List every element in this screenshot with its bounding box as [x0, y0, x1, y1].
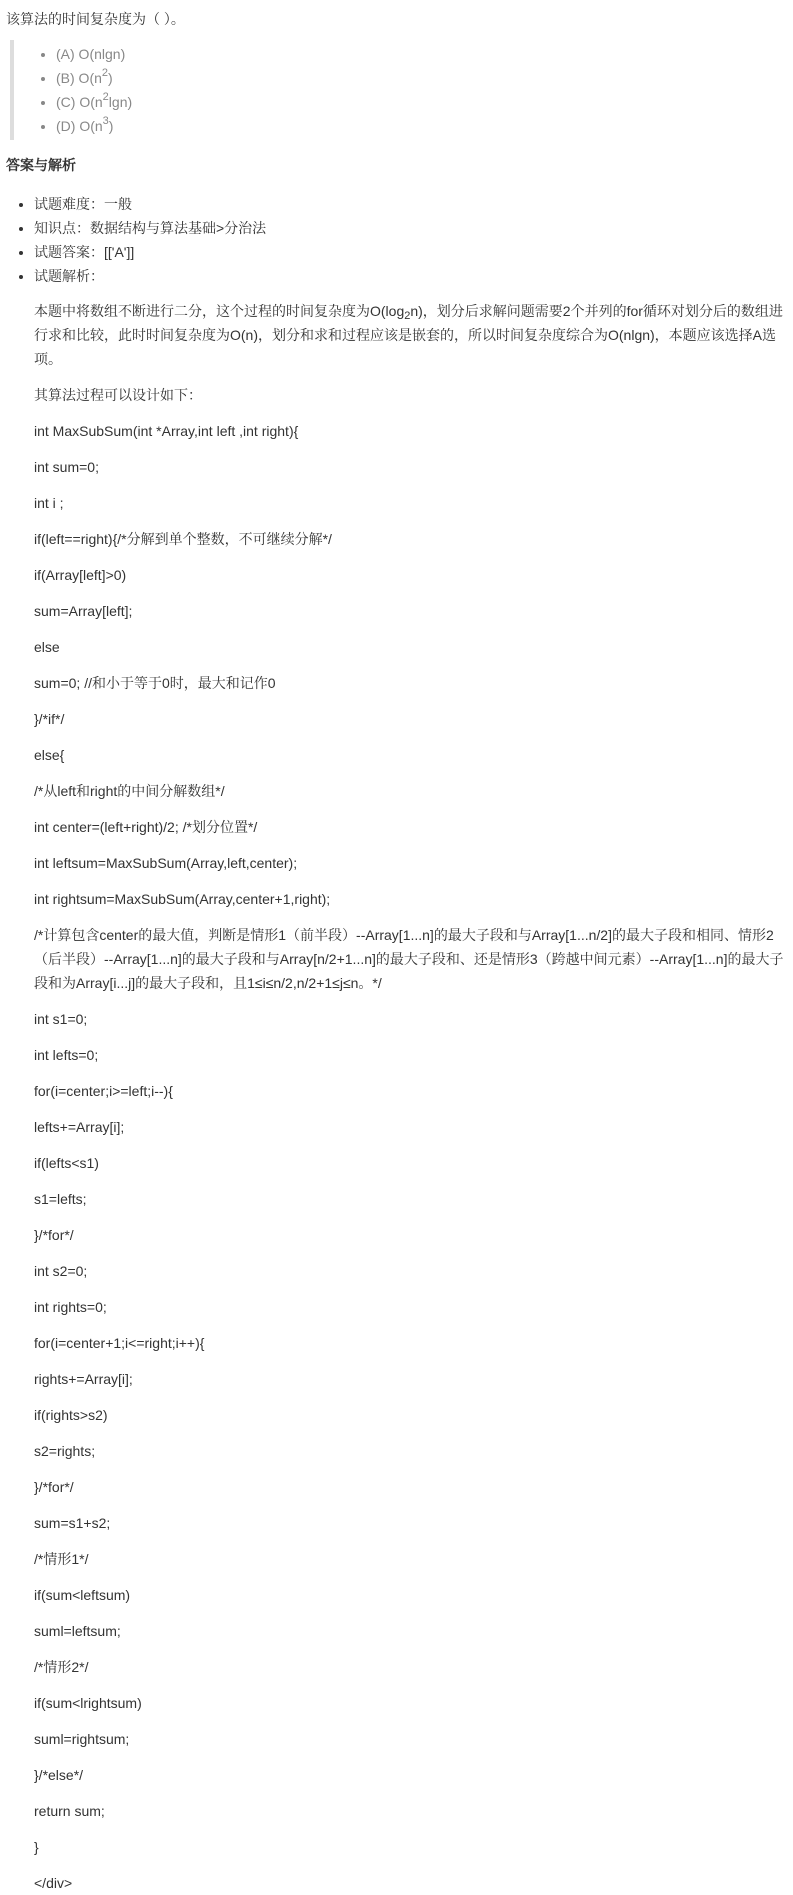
design-line: 其算法过程可以设计如下：: [34, 387, 202, 403]
code-line: for(i=center;i>=left;i--){: [34, 1083, 173, 1099]
code-line: s1=lefts;: [34, 1191, 87, 1207]
code-line: }: [34, 1839, 39, 1855]
code-line: int center=(left+right)/2; /*划分位置*/: [34, 819, 258, 835]
code-line: int sum=0;: [34, 459, 99, 475]
analysis-intro: 本题中将数组不断进行二分，这个过程的时间复杂度为$O(\log_2n)$，划分后求解问题需要2个并列的for循环对划分后的数组进行求和比较，此时时间复杂度为O(n)，划分和求和过程应该是嵌套的，所以时间复杂度综合为O(nlgn)，本题应该选择A选项。: [34, 303, 783, 367]
code-line: if(left==right){/*分解到单个整数，不可继续分解*/: [34, 531, 332, 547]
code-line: rights+=Array[i];: [34, 1371, 133, 1387]
code-line: else{: [34, 747, 65, 763]
code-line: /*计算包含center的最大值，判断是情形1（前半段）--Array[1...n]的最大子段和与Array[1...n/2]的最大子段和相同、情形2（后半段）--Array[1...n]的最大子段和与Array[n/2+1...n]的最大子段和、还是情形3（跨越中间元素）--Array[1...n]的最大子段和为Array[i...j]的最大子段和，且1≤i≤n/2,n/2+1≤j≤n。*/: [34, 927, 784, 991]
answer-section-title: 答案与解析: [6, 157, 76, 173]
code-line: int lefts=0;: [34, 1047, 99, 1063]
meta-analysis-label: • 试题解析：: [34, 264, 787, 288]
option-b: • (B) $O(n^2)$: [56, 66, 787, 90]
code-line: int s1=0;: [34, 1011, 88, 1027]
code-line: if(rights>s2): [34, 1407, 108, 1423]
meta-difficulty: • 试题难度：一般: [34, 192, 787, 216]
meta-knowledge-point: • 知识点：数据结构与算法基础>分治法: [34, 216, 787, 240]
code-line: }/*if*/: [34, 711, 65, 727]
code-line: int leftsum=MaxSubSum(Array,left,center);: [34, 855, 298, 871]
code-line: int rightsum=MaxSubSum(Array,center+1,right);: [34, 891, 331, 907]
code-line: int rights=0;: [34, 1299, 107, 1315]
code-line: suml=leftsum;: [34, 1623, 121, 1639]
code-line: int MaxSubSum(int *Array,int left ,int right){: [34, 423, 299, 439]
code-line: int i ;: [34, 495, 64, 511]
code-line: if(Array[left]>0): [34, 567, 127, 583]
code-line: lefts+=Array[i];: [34, 1119, 125, 1135]
answer-meta-list: [6, 192, 787, 288]
meta-answer: • 试题答案：[['A']]: [34, 240, 787, 264]
code-line: /*情形2*/: [34, 1659, 89, 1675]
code-line: sum=0; //和小于等于0时，最大和记作0: [34, 675, 276, 691]
code-line: }/*for*/: [34, 1227, 74, 1243]
code-line: s2=rights;: [34, 1443, 96, 1459]
code-line: sum=s1+s2;: [34, 1515, 111, 1531]
code-line: suml=rightsum;: [34, 1731, 130, 1747]
code-line: for(i=center+1;i<=right;i++){: [34, 1335, 205, 1351]
code-line: if(sum<leftsum): [34, 1587, 131, 1603]
options-block: [10, 40, 787, 140]
code-line: if(sum<lrightsum): [34, 1695, 142, 1711]
option-d: • (D) $O(n^3)$: [56, 114, 787, 138]
option-c: • (C) $O(n^2\lg n)$: [56, 90, 787, 114]
code-listing: [34, 419, 787, 1895]
code-line: }/*for*/: [34, 1479, 74, 1495]
code-line: }/*else*/: [34, 1767, 84, 1783]
question-stem: 该算法的时间复杂度为（ ）。: [6, 11, 185, 27]
code-line: </div>: [34, 1875, 73, 1891]
code-line: return sum;: [34, 1803, 105, 1819]
code-line: if(lefts<s1): [34, 1155, 99, 1171]
code-line: /*从left和right的中间分解数组*/: [34, 783, 225, 799]
analysis-body: [34, 299, 787, 1895]
option-a: • (A) O(nlgn): [56, 42, 787, 66]
code-line: sum=Array[left];: [34, 603, 133, 619]
code-line: else: [34, 639, 60, 655]
code-line: /*情形1*/: [34, 1551, 89, 1567]
code-line: int s2=0;: [34, 1263, 88, 1279]
options-list: [32, 42, 787, 138]
